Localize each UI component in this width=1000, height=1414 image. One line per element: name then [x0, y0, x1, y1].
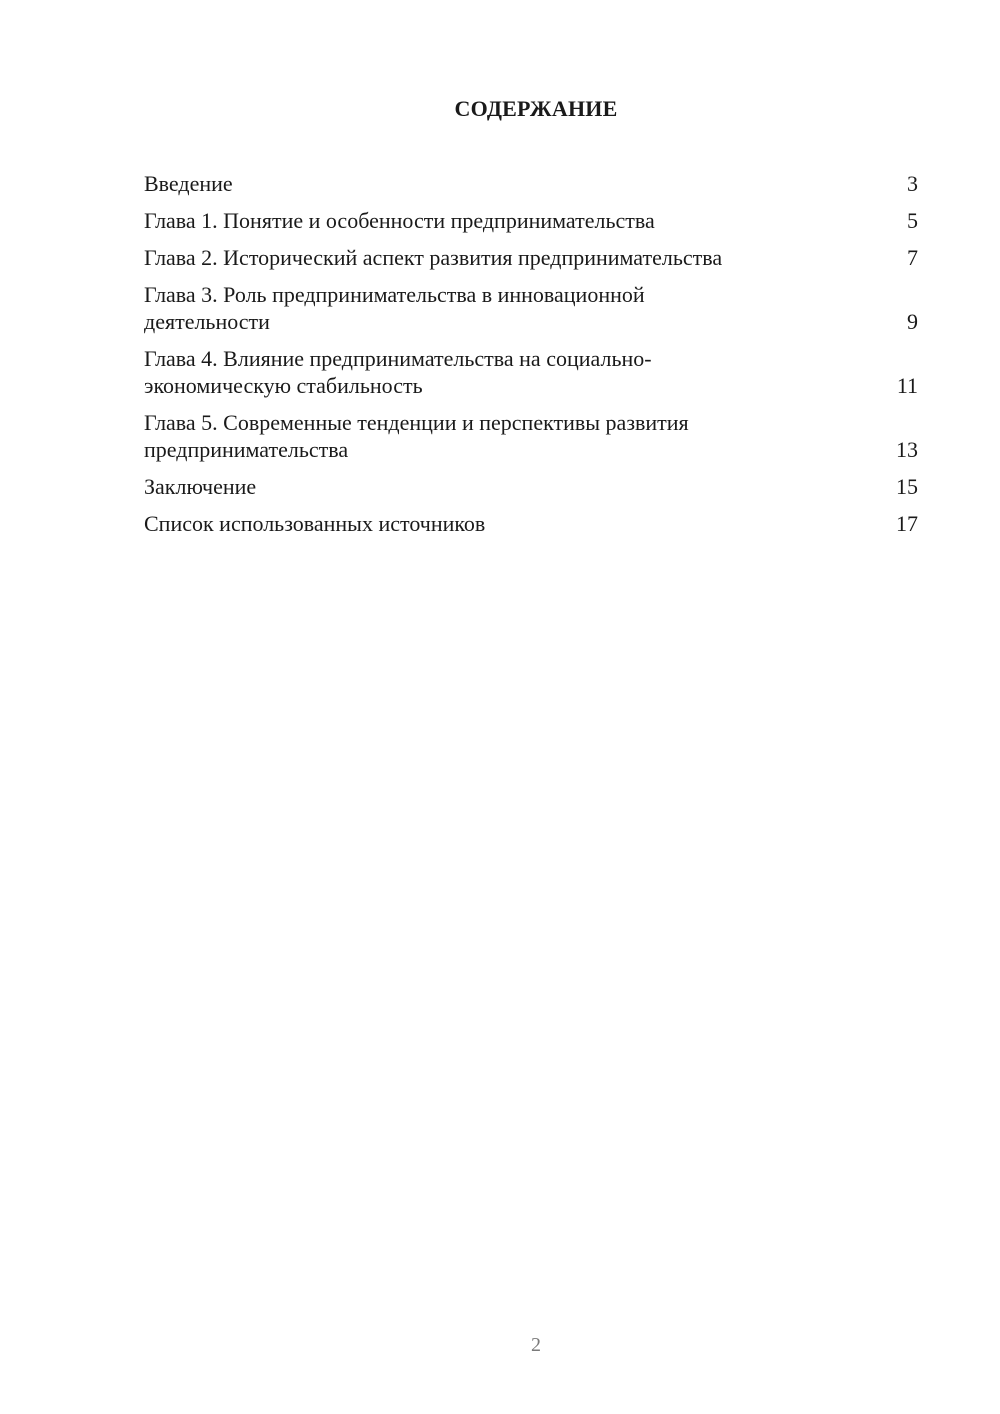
toc-entry-chapter-3[interactable] [144, 281, 918, 335]
toc-entry-label: Глава 4. Влияние предпринимательства на социально-экономическую стабильность [144, 346, 652, 398]
toc-entry-page: 7 [907, 245, 918, 270]
toc-title: СОДЕРЖАНИЕ [454, 96, 618, 121]
table-of-contents [144, 170, 918, 547]
toc-entry-introduction[interactable] [144, 170, 918, 197]
page-number: 2 [531, 1334, 541, 1356]
toc-entry-page: 11 [896, 373, 918, 398]
toc-entry-label: Глава 5. Современные тенденции и перспективы развития предпринимательства [144, 410, 689, 462]
toc-entry-page: 9 [907, 309, 918, 334]
toc-entry-label: Глава 2. Исторический аспект развития предпринимательства [144, 245, 723, 270]
toc-entry-chapter-5[interactable] [144, 409, 918, 463]
toc-entry-label: Введение [144, 171, 233, 196]
toc-entry-page: 17 [896, 511, 918, 536]
toc-entry-page: 5 [907, 208, 918, 233]
toc-entry-conclusion[interactable] [144, 473, 918, 500]
toc-entry-label: Глава 3. Роль предпринимательства в инновационной деятельности [144, 282, 645, 334]
toc-entry-page: 15 [896, 474, 918, 499]
toc-entry-page: 13 [896, 437, 918, 462]
toc-entry-label: Список использованных источников [144, 511, 486, 536]
toc-entry-chapter-2[interactable] [144, 244, 918, 271]
toc-entry-label: Заключение [144, 474, 257, 499]
toc-entry-chapter-1[interactable] [144, 207, 918, 234]
toc-entry-page: 3 [907, 171, 918, 196]
toc-entry-chapter-4[interactable] [144, 345, 918, 399]
toc-entry-references[interactable] [144, 510, 918, 537]
toc-entry-label: Глава 1. Понятие и особенности предпринимательства [144, 208, 655, 233]
